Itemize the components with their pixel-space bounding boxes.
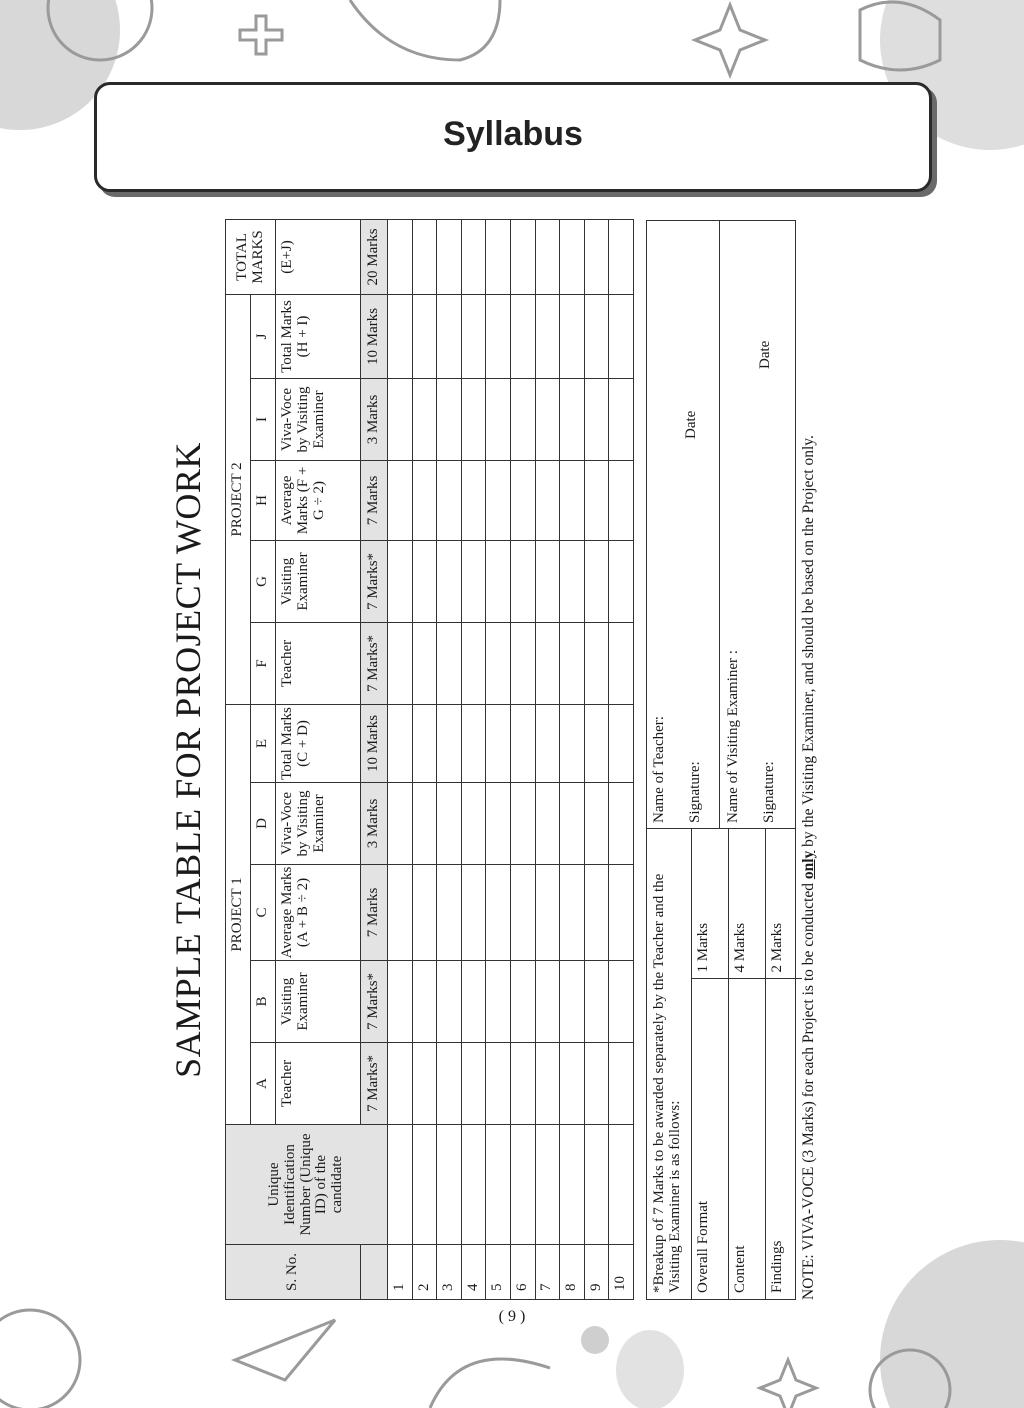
col-letter: B bbox=[251, 961, 276, 1043]
col-letter: G bbox=[251, 540, 276, 622]
blank-cell bbox=[437, 294, 462, 378]
blank-cell bbox=[461, 1043, 486, 1125]
col-letter: J bbox=[251, 294, 276, 378]
col-marks: 10 Marks bbox=[361, 704, 388, 782]
blank-cell bbox=[584, 865, 609, 961]
col-desc: Average Marks (A + B ÷ 2) bbox=[276, 865, 361, 961]
col-marks: 7 Marks* bbox=[361, 622, 388, 704]
note-text: NOTE: VIVA-VOCE (3 Marks) for each Project is to be conducted bbox=[800, 879, 817, 1300]
signature-divider bbox=[719, 221, 720, 829]
blank-cell bbox=[584, 1125, 609, 1245]
blank-cell bbox=[388, 961, 413, 1043]
rotated-content bbox=[160, 220, 820, 1300]
blank-cell bbox=[609, 219, 634, 294]
table-row bbox=[584, 219, 609, 1299]
blank-cell bbox=[412, 540, 437, 622]
col-letter: C bbox=[251, 865, 276, 961]
row-number: 8 bbox=[560, 1245, 585, 1300]
blank-cell bbox=[461, 865, 486, 961]
blank-cell bbox=[535, 622, 560, 704]
project1-header: PROJECT 1 bbox=[226, 704, 251, 1124]
blank-cell bbox=[486, 540, 511, 622]
blank-cell bbox=[609, 961, 634, 1043]
blank-cell bbox=[412, 865, 437, 961]
col-letter: I bbox=[251, 378, 276, 460]
col-desc: Viva-Voce by Visiting Examiner bbox=[276, 783, 361, 865]
blank-cell bbox=[486, 961, 511, 1043]
blank-cell bbox=[388, 460, 413, 540]
col-marks: 3 Marks bbox=[361, 783, 388, 865]
blank-cell bbox=[584, 460, 609, 540]
blob-decoration bbox=[616, 1330, 684, 1408]
table-row bbox=[461, 219, 486, 1299]
col-marks: 7 Marks* bbox=[361, 961, 388, 1043]
blank-cell bbox=[560, 622, 585, 704]
col-marks: 7 Marks bbox=[361, 865, 388, 961]
blank-cell bbox=[560, 1043, 585, 1125]
table-row bbox=[388, 219, 413, 1299]
blank-cell bbox=[486, 1043, 511, 1125]
row-number: 9 bbox=[584, 1245, 609, 1300]
col-letter: D bbox=[251, 783, 276, 865]
blank-cell bbox=[535, 783, 560, 865]
blank-cell bbox=[560, 704, 585, 782]
blank-cell bbox=[461, 219, 486, 294]
note-emphasis: only bbox=[800, 850, 817, 880]
star-doodle bbox=[695, 5, 765, 75]
blank-cell bbox=[461, 961, 486, 1043]
blank-cell bbox=[535, 378, 560, 460]
blank-cell bbox=[535, 1125, 560, 1245]
blank-cell bbox=[486, 704, 511, 782]
blank-cell bbox=[510, 378, 535, 460]
viva-voce-note bbox=[800, 220, 818, 1300]
table-row bbox=[510, 219, 535, 1299]
blank-cell bbox=[486, 294, 511, 378]
bag-doodle-bottom bbox=[430, 1359, 550, 1408]
blank-cell bbox=[510, 865, 535, 961]
blank-cell bbox=[412, 1043, 437, 1125]
blank-cell bbox=[461, 540, 486, 622]
blank-cell bbox=[609, 460, 634, 540]
blank-cell bbox=[412, 378, 437, 460]
row-number: 10 bbox=[609, 1245, 634, 1300]
blank-cell bbox=[560, 294, 585, 378]
blank-cell bbox=[388, 540, 413, 622]
col-marks: 7 Marks* bbox=[361, 1043, 388, 1125]
col-marks: 7 Marks bbox=[361, 460, 388, 540]
blank-cell bbox=[584, 540, 609, 622]
uid-header: Unique Identification Number (Unique ID) of the candidate bbox=[226, 1125, 388, 1245]
blank-cell bbox=[560, 540, 585, 622]
blank-cell bbox=[437, 865, 462, 961]
col-desc: Visiting Examiner bbox=[276, 961, 361, 1043]
blank-cell bbox=[510, 540, 535, 622]
blank-cell bbox=[560, 961, 585, 1043]
blank-cell bbox=[510, 961, 535, 1043]
row-number: 7 bbox=[535, 1245, 560, 1300]
blank-cell bbox=[437, 1125, 462, 1245]
blank-cell bbox=[609, 378, 634, 460]
blank-cell bbox=[412, 1125, 437, 1245]
col-letter: E bbox=[251, 704, 276, 782]
blank-cell bbox=[584, 294, 609, 378]
total-marks: 20 Marks bbox=[361, 219, 388, 294]
blank-cell bbox=[510, 1125, 535, 1245]
blank-cell bbox=[584, 622, 609, 704]
blank-cell bbox=[388, 378, 413, 460]
total-desc: (E+J) bbox=[276, 219, 361, 294]
blank-cell bbox=[412, 622, 437, 704]
col-desc: Visiting Examiner bbox=[276, 540, 361, 622]
breakup-label: Content bbox=[729, 979, 766, 1299]
project2-header: PROJECT 2 bbox=[226, 294, 251, 704]
header-box bbox=[94, 82, 932, 192]
table-row bbox=[560, 219, 585, 1299]
blank-cell bbox=[510, 1043, 535, 1125]
blank-cell bbox=[535, 704, 560, 782]
blank-cell bbox=[437, 378, 462, 460]
blank-cell bbox=[584, 704, 609, 782]
col-desc: Average Marks (F + G ÷ 2) bbox=[276, 460, 361, 540]
blank-cell bbox=[437, 704, 462, 782]
star-doodle-bottom bbox=[760, 1360, 816, 1408]
breakup-marks: 2 Marks bbox=[766, 829, 803, 979]
row-number: 5 bbox=[486, 1245, 511, 1300]
breakup-left bbox=[647, 828, 795, 1299]
blank-cell bbox=[437, 219, 462, 294]
col-desc: Total Marks (C + D) bbox=[276, 704, 361, 782]
sno-header: S. No. bbox=[226, 1245, 361, 1300]
blank-cell bbox=[609, 540, 634, 622]
blank-cell bbox=[486, 783, 511, 865]
row-number: 2 bbox=[412, 1245, 437, 1300]
blank-cell bbox=[461, 704, 486, 782]
blank-cell bbox=[412, 704, 437, 782]
blank-cell bbox=[510, 783, 535, 865]
page-number: ( 9 ) bbox=[498, 1308, 526, 1325]
blank-cell bbox=[560, 460, 585, 540]
marks-breakup-box bbox=[646, 220, 796, 1300]
blank-cell bbox=[609, 783, 634, 865]
blank-cell bbox=[437, 961, 462, 1043]
blank-cell bbox=[560, 865, 585, 961]
blank-cell bbox=[560, 219, 585, 294]
examiner-name-label: Name of Visiting Examiner : bbox=[725, 650, 741, 823]
blank-cell bbox=[388, 1043, 413, 1125]
blank-cell bbox=[412, 460, 437, 540]
blank-cell bbox=[584, 783, 609, 865]
breakup-intro: *Breakup of 7 Marks to be awarded separately by the Teacher and the Visiting Examiner is as follows: bbox=[651, 873, 683, 1293]
blank-cell bbox=[510, 622, 535, 704]
dot-decoration bbox=[581, 1326, 609, 1354]
blank-cell bbox=[388, 622, 413, 704]
col-marks: 3 Marks bbox=[361, 378, 388, 460]
sno-marks-cell bbox=[361, 1245, 388, 1300]
page-title: SAMPLE TABLE FOR PROJECT WORK bbox=[168, 442, 208, 1078]
col-desc: Teacher bbox=[276, 622, 361, 704]
blank-cell bbox=[388, 294, 413, 378]
blank-cell bbox=[388, 1125, 413, 1245]
examiner-date-label: Date bbox=[757, 340, 773, 369]
blank-cell bbox=[388, 783, 413, 865]
blank-cell bbox=[437, 1043, 462, 1125]
col-letter: H bbox=[251, 460, 276, 540]
table-body bbox=[388, 219, 634, 1299]
blank-cell bbox=[510, 219, 535, 294]
breakup-label: Findings bbox=[766, 979, 803, 1299]
table-row bbox=[437, 219, 462, 1299]
bag-doodle bbox=[350, 0, 500, 60]
blank-cell bbox=[510, 294, 535, 378]
plus-doodle bbox=[240, 16, 282, 54]
blank-cell bbox=[609, 622, 634, 704]
blank-cell bbox=[412, 961, 437, 1043]
blank-cell bbox=[437, 783, 462, 865]
blank-cell bbox=[437, 622, 462, 704]
blank-cell bbox=[609, 704, 634, 782]
blank-cell bbox=[461, 783, 486, 865]
blank-cell bbox=[461, 294, 486, 378]
blank-cell bbox=[535, 294, 560, 378]
blank-cell bbox=[388, 865, 413, 961]
blank-cell bbox=[584, 378, 609, 460]
blank-cell bbox=[412, 219, 437, 294]
blank-cell bbox=[461, 1125, 486, 1245]
project-marks-table bbox=[225, 219, 634, 1300]
col-desc: Viva-Voce by Visiting Examiner bbox=[276, 378, 361, 460]
blank-cell bbox=[388, 219, 413, 294]
blank-cell bbox=[412, 783, 437, 865]
blank-cell bbox=[609, 294, 634, 378]
col-letter: F bbox=[251, 622, 276, 704]
blank-cell bbox=[486, 219, 511, 294]
breakup-marks: 1 Marks bbox=[692, 829, 729, 979]
col-marks: 10 Marks bbox=[361, 294, 388, 378]
col-marks: 7 Marks* bbox=[361, 540, 388, 622]
blank-cell bbox=[584, 219, 609, 294]
blank-cell bbox=[535, 1043, 560, 1125]
blank-cell bbox=[535, 219, 560, 294]
blank-cell bbox=[388, 704, 413, 782]
table-row bbox=[535, 219, 560, 1299]
col-desc: Teacher bbox=[276, 1043, 361, 1125]
teacher-date-label: Date bbox=[683, 410, 699, 439]
blank-cell bbox=[584, 961, 609, 1043]
col-desc: Total Marks (H + I) bbox=[276, 294, 361, 378]
blank-cell bbox=[560, 1125, 585, 1245]
blank-cell bbox=[609, 865, 634, 961]
blank-cell bbox=[461, 378, 486, 460]
blank-cell bbox=[535, 961, 560, 1043]
blank-cell bbox=[560, 783, 585, 865]
blank-cell bbox=[486, 1125, 511, 1245]
row-number: 4 bbox=[461, 1245, 486, 1300]
blank-cell bbox=[437, 540, 462, 622]
paper-plane-doodle bbox=[235, 1320, 335, 1380]
note-text-end: by the Visiting Examiner, and should be based on the Project only. bbox=[800, 435, 817, 851]
row-number: 6 bbox=[510, 1245, 535, 1300]
teacher-name-label: Name of Teacher: bbox=[651, 716, 667, 823]
blank-cell bbox=[412, 294, 437, 378]
examiner-signature-label: Signature: bbox=[761, 761, 777, 823]
table-row bbox=[486, 219, 511, 1299]
blank-cell bbox=[535, 460, 560, 540]
blank-cell bbox=[486, 865, 511, 961]
table-row bbox=[609, 219, 634, 1299]
total-header: TOTAL MARKS bbox=[226, 219, 276, 294]
blank-cell bbox=[486, 460, 511, 540]
blank-cell bbox=[609, 1043, 634, 1125]
blank-cell bbox=[510, 460, 535, 540]
blank-cell bbox=[461, 622, 486, 704]
teacher-signature-label: Signature: bbox=[687, 761, 703, 823]
breakup-marks: 4 Marks bbox=[729, 829, 766, 979]
blank-cell bbox=[510, 704, 535, 782]
breakup-table bbox=[691, 829, 802, 1299]
blank-cell bbox=[461, 460, 486, 540]
blank-cell bbox=[486, 622, 511, 704]
signature-area bbox=[647, 221, 795, 829]
table-row bbox=[412, 219, 437, 1299]
blank-cell bbox=[535, 865, 560, 961]
blank-cell bbox=[535, 540, 560, 622]
blank-cell bbox=[560, 378, 585, 460]
blank-cell bbox=[486, 378, 511, 460]
row-number: 1 bbox=[388, 1245, 413, 1300]
breakup-label: Overall Format bbox=[692, 979, 729, 1299]
blank-cell bbox=[609, 1125, 634, 1245]
row-number: 3 bbox=[437, 1245, 462, 1300]
header-title: Syllabus bbox=[443, 115, 583, 153]
blank-cell bbox=[584, 1043, 609, 1125]
blank-cell bbox=[437, 460, 462, 540]
col-letter: A bbox=[251, 1043, 276, 1125]
